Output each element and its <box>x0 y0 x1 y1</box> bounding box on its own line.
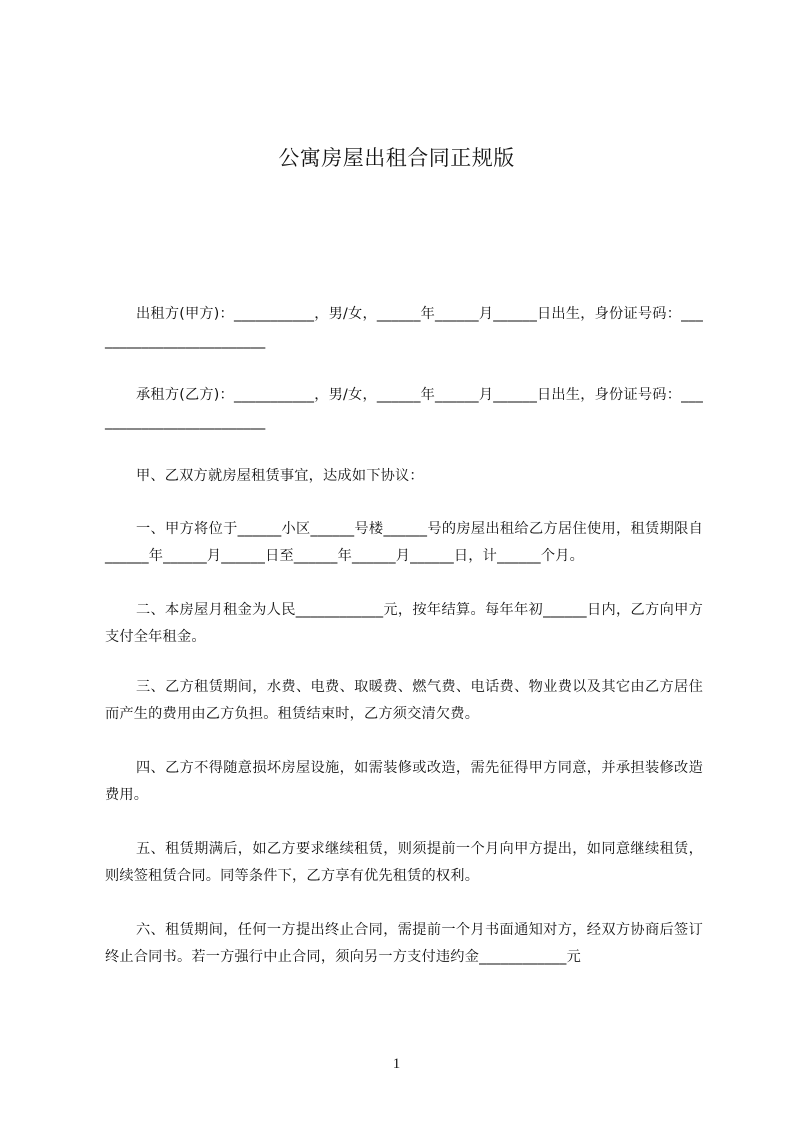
clause-1-paragraph: 一、甲方将位于______小区______号楼______号的房屋出租给乙方居住使用，租赁期限自______年______月______日至______年______月______日，计______个月。 <box>105 521 703 565</box>
document-title: 公寓房屋出租合同正规版 <box>278 146 515 170</box>
lessee-info-paragraph: 承租方(乙方)：___________，男/女，______年______月______日出生，身份证号码：_________________________ <box>105 387 703 431</box>
clause-6-paragraph: 六、租赁期间，任何一方提出终止合同，需提前一个月书面通知对方，经双方协商后签订终止合同书。若一方强行中止合同，须向另一方支付违约金____________元 <box>105 922 703 966</box>
clause-3-paragraph: 三、乙方租赁期间，水费、电费、取暖费、燃气费、电话费、物业费以及其它由乙方居住而产生的费用由乙方负担。租赁结束时，乙方须交清欠费。 <box>105 679 703 723</box>
page-number: 1 <box>392 1056 401 1072</box>
agreement-intro-paragraph: 甲、乙双方就房屋租赁事宜，达成如下协议： <box>136 468 424 485</box>
clause-4-paragraph: 四、乙方不得随意损坏房屋设施，如需装修或改造，需先征得甲方同意，并承担装修改造费用。 <box>105 760 703 804</box>
lessor-info-paragraph: 出租方(甲方)：___________，男/女，______年______月______日出生，身份证号码：_________________________ <box>105 306 703 350</box>
clause-2-paragraph: 二、本房屋月租金为人民____________元，按年结算。每年年初______日内，乙方向甲方支付全年租金。 <box>105 602 703 646</box>
clause-5-paragraph: 五、租赁期满后，如乙方要求继续租赁，则须提前一个月向甲方提出，如同意继续租赁，则续签租赁合同。同等条件下，乙方享有优先租赁的权利。 <box>105 841 703 885</box>
